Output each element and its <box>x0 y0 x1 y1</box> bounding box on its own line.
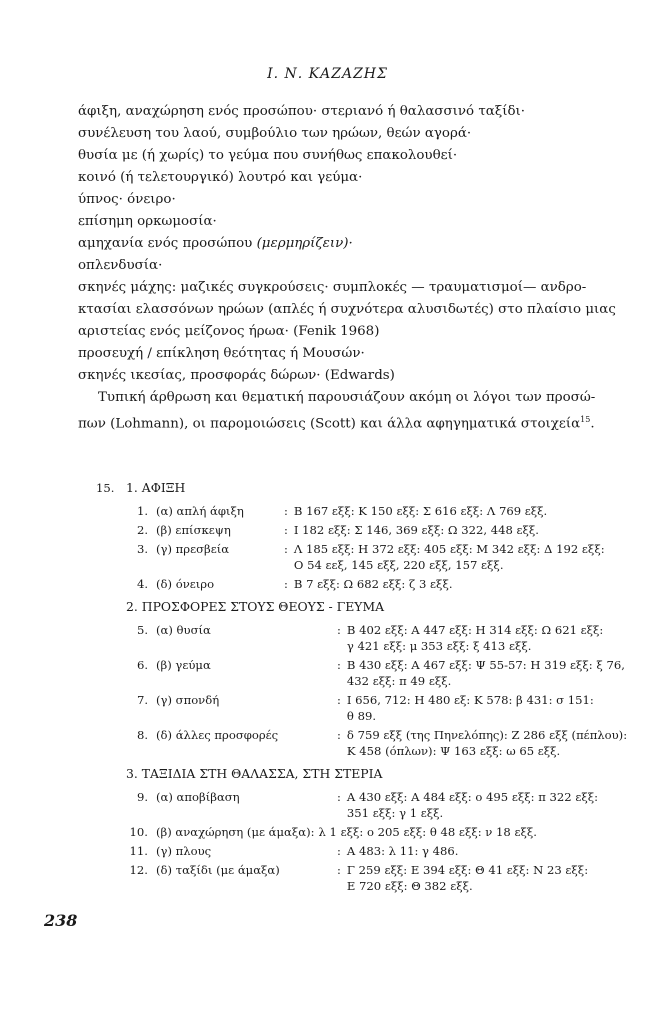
item-label: (γ) σπονδή <box>156 693 220 707</box>
list-line: συνέλευση του λαού, συμβούλιο των ηρώων, θεών αγορά· <box>78 126 472 141</box>
footnote-number: 15. <box>96 481 115 495</box>
battle-scenes <box>78 277 616 343</box>
item-ref-line: Ο 54 εεξ, 145 εξξ, 220 εξξ, 157 εξξ. <box>293 558 504 572</box>
item-refs <box>294 576 627 592</box>
item-number: 2. <box>136 523 148 537</box>
item-separator: : <box>284 577 288 591</box>
list-line: επίσημη ορκωμοσία· <box>78 214 217 229</box>
section-title: 1. ΑΦΙΞΗ <box>126 480 186 495</box>
item-label: (γ) πλους <box>156 844 212 858</box>
item-ref-line: Α 430 εξξ: Α 484 εξξ: ο 495 εξξ: π 322 εξξ: <box>346 790 599 804</box>
footnote-item <box>126 727 627 759</box>
item-label: (δ) όνειρο <box>156 577 215 591</box>
item-ref-line: Λ 185 εξξ: Η 372 εξξ: 405 εξξ: Μ 342 εξξ: Δ 192 εξξ: <box>293 542 605 556</box>
item-refs <box>347 622 627 654</box>
item-separator: : <box>337 658 341 672</box>
supplication-line: σκηνές ικεσίας, προσφοράς δώρων· (Edwards) <box>78 368 395 383</box>
footnote-item <box>126 541 627 573</box>
list-line: θυσία με (ή χωρίς) το γεύμα που συνήθως επακολουθεί· <box>78 148 458 163</box>
item-number: 9. <box>136 790 148 804</box>
section-title: 3. ΤΑΞΙΔΙΑ ΣΤΗ ΘΑΛΑΣΣΑ, ΣΤΗ ΣΤΕΡΙΑ <box>126 766 383 781</box>
item-ref-line: 432 εξξ: π 49 εξξ. <box>346 674 452 688</box>
item-number: 8. <box>136 728 148 742</box>
item-refs <box>294 541 627 573</box>
footnote-item <box>126 522 627 538</box>
battle-line: σκηνές μάχης: μαζικές συγκρούσεις· συμπλοκές — τραυματισμοί— ανδρο- <box>78 280 587 295</box>
item-separator: : <box>337 728 341 742</box>
item-number: 4. <box>136 577 148 591</box>
footnote-item <box>126 657 627 689</box>
footnote-item <box>126 862 627 894</box>
footnote-item <box>126 843 627 859</box>
item-ref-line: θ 89. <box>346 709 377 723</box>
footnote-item <box>126 503 627 519</box>
item-label: (δ) ταξίδι (με άμαξα) <box>156 863 280 877</box>
item-number: 11. <box>129 844 148 858</box>
item-refs <box>347 727 627 759</box>
item-ref-line: Ε 720 εξξ: Θ 382 εξξ. <box>346 879 473 893</box>
footnote-item <box>126 622 627 654</box>
item-number: 12. <box>129 863 148 877</box>
footnote-item <box>126 692 627 724</box>
item-refs <box>347 789 627 821</box>
item-separator: : <box>337 790 341 804</box>
item-separator: : <box>284 542 288 556</box>
item-separator: : <box>337 863 341 877</box>
item-number: 6. <box>136 658 148 672</box>
item-number: 10. <box>129 825 148 839</box>
paragraph-line-text: πων (Lohmann), οι παρομοιώσεις (Scott) και άλλα αφηγηματικά στοιχεία <box>78 416 581 432</box>
item-number: 7. <box>136 693 148 707</box>
paragraph-line <box>78 409 595 435</box>
item-refs <box>319 824 628 840</box>
item-label: (β) αναχώρηση (με άμαξα) <box>156 825 311 839</box>
item-number: 5. <box>136 623 148 637</box>
item-ref-line: Β 430 εξξ: Α 467 εξξ: Ψ 55-57: Η 319 εξξ: ξ 76, <box>346 658 625 672</box>
item-ref-line: γ 421 εξξ: μ 353 εξξ: ξ 413 εξξ. <box>346 639 532 653</box>
prayer-line: προσευχή / επίκληση θεότητας ή Μουσών· <box>78 346 365 361</box>
list-line: ύπνος· όνειρο· <box>78 192 176 207</box>
page-number: 238 <box>44 911 78 930</box>
footnote <box>96 479 628 897</box>
item-ref-line: λ 1 εξξ: ο 205 εξξ: θ 48 εξξ: ν 18 εξξ. <box>318 825 537 839</box>
item-label: (γ) πρεσβεία <box>156 542 230 556</box>
item-refs <box>347 692 627 724</box>
battle-line: αριστείας ενός μείζονος ήρωα· (Fenik 1968) <box>78 324 380 339</box>
item-ref-line: Α 483: λ 11: γ 486. <box>346 844 459 858</box>
footnote-ref: 15 <box>580 415 591 424</box>
list-line: οπλενδυσία· <box>78 258 163 273</box>
item-label: (α) θυσία <box>156 623 211 637</box>
paragraph-line: Τυπική άρθρωση και θεματική παρουσιάζουν ακόμη οι λόγοι των προσώ- <box>98 390 596 405</box>
item-refs <box>347 657 627 689</box>
item-refs <box>347 862 627 894</box>
item-ref-line: Κ 458 (όπλων): Ψ 163 εξξ: ω 65 εξξ. <box>346 744 561 758</box>
footnote-body <box>126 479 627 897</box>
footnote-row <box>96 479 628 897</box>
item-separator: : <box>284 504 288 518</box>
item-label: (α) αποβίβαση <box>156 790 240 804</box>
running-title: Ι. Ν. ΚΑΖΑΖΗΣ <box>267 66 388 82</box>
item-ref-line: Ι 656, 712: Η 480 εξ: Κ 578: β 431: σ 151: <box>346 693 594 707</box>
item-ref-line: δ 759 εξξ (της Πηνελόπης): Ζ 286 εξξ (πέπλου): <box>346 728 628 742</box>
item-separator: : <box>337 844 341 858</box>
item-refs <box>294 522 627 538</box>
item-ref-line: Γ 259 εξξ: Ε 394 εξξ: Θ 41 εξξ: Ν 23 εξξ: <box>346 863 589 877</box>
item-ref-line: Β 7 εξξ: Ω 682 εξξ: ζ 3 εξξ. <box>293 577 453 591</box>
amixania-term: (μερμηρίζειν)· <box>256 236 353 251</box>
item-ref-line: Ι 182 εξξ: Σ 146, 369 εξξ: Ω 322, 448 εξξ. <box>293 523 539 537</box>
item-number: 1. <box>136 504 148 518</box>
section-title: 2. ΠΡΟΣΦΟΡΕΣ ΣΤΟΥΣ ΘΕΟΥΣ - ΓΕΥΜΑ <box>126 599 385 614</box>
body-text <box>78 101 616 435</box>
item-number: 3. <box>136 542 148 556</box>
battle-line: κτασίαι ελασσόνων ηρώων (απλές ή συχνότερα αλυσιδωτές) στο πλαίσιο μιας <box>78 302 616 317</box>
item-label: (δ) άλλες προσφορές <box>156 728 279 742</box>
paragraph <box>78 387 596 435</box>
item-separator: : <box>337 623 341 637</box>
footnote-item <box>126 576 627 592</box>
item-label: (β) γεύμα <box>156 658 211 672</box>
item-ref-line: Β 402 εξξ: Α 447 εξξ: Η 314 εξξ: Ω 621 εξξ: <box>346 623 604 637</box>
paragraph-end: . <box>590 416 595 432</box>
item-ref-line: 351 εξξ: γ 1 εξξ. <box>346 806 444 820</box>
list-line: κοινό (ή τελετουργικό) λουτρό και γεύμα· <box>78 170 363 185</box>
item-refs <box>294 503 627 519</box>
footnote-item <box>126 824 627 840</box>
footnote-item <box>126 789 627 821</box>
amixania-text: αμηχανία ενός προσώπου <box>78 236 253 251</box>
item-ref-line: Β 167 εξξ: Κ 150 εξξ: Σ 616 εξξ: Λ 769 εξξ. <box>293 504 548 518</box>
item-separator: : <box>337 693 341 707</box>
item-refs <box>347 843 627 859</box>
item-label: (α) απλή άφιξη <box>156 504 244 518</box>
list-line-amixania <box>78 233 583 255</box>
item-separator: : <box>310 825 315 839</box>
item-label: (β) επίσκεψη <box>156 523 231 537</box>
list-line: άφιξη, αναχώρηση ενός προσώπου· στεριανό ή θαλασσινό ταξίδι· <box>78 104 526 119</box>
item-separator: : <box>284 523 288 537</box>
